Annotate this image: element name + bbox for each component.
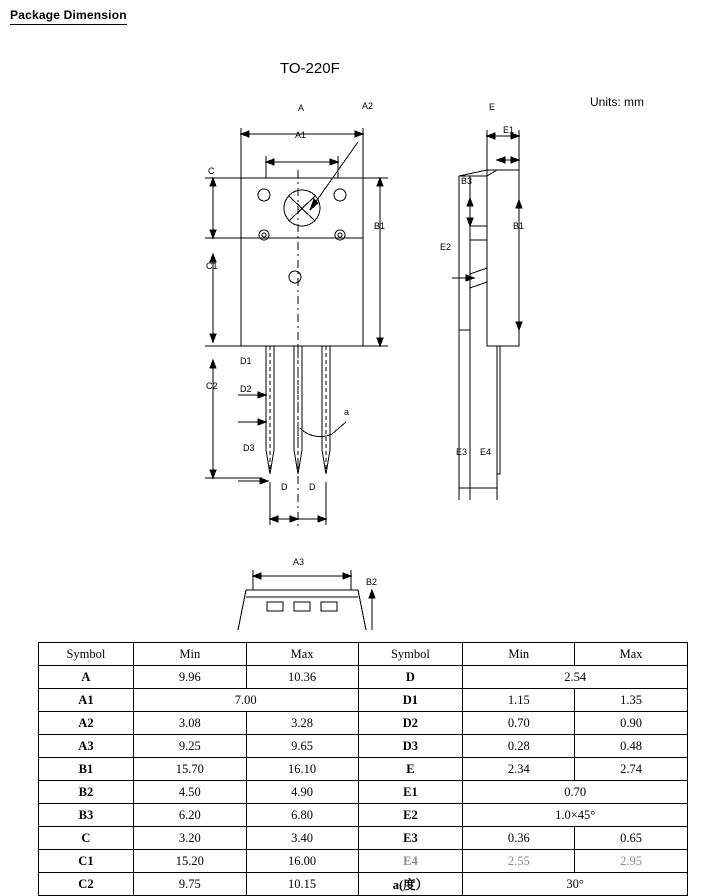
dim-label-A2: A2 <box>362 101 374 111</box>
dim-label-C2: C2 <box>206 381 218 391</box>
dim-label-D-right: D <box>309 482 316 492</box>
table-row <box>39 850 688 873</box>
cell-min-left: 9.25 <box>133 735 246 758</box>
dim-label-B1-front: B1 <box>374 221 386 231</box>
units-note: Units: mm <box>590 95 644 109</box>
cell-symbol-left: C1 <box>39 850 134 873</box>
cell-min-left: 3.20 <box>133 827 246 850</box>
dimension-table <box>38 642 688 896</box>
cell-max-left: 10.36 <box>246 666 358 689</box>
dim-label-A3: A3 <box>293 557 305 567</box>
dim-label-C: C <box>208 166 215 176</box>
cell-symbol-right: a(度） <box>358 873 463 896</box>
cell-symbol-right: E2 <box>358 804 463 827</box>
dim-label-D2: D2 <box>240 384 252 394</box>
cell-symbol-right: E4 <box>358 850 463 873</box>
table-row <box>39 689 688 712</box>
cell-max-left: 6.80 <box>246 804 358 827</box>
cell-min-right: 0.28 <box>463 735 575 758</box>
cell-symbol-left: B3 <box>39 804 134 827</box>
table-row <box>39 827 688 850</box>
table-header-row <box>39 643 688 666</box>
dim-label-E3: E3 <box>456 447 468 457</box>
cell-max-right: 0.48 <box>575 735 688 758</box>
dim-label-alpha: a <box>344 407 350 417</box>
cell-max-right: 0.65 <box>575 827 688 850</box>
cell-min-right: 2.34 <box>463 758 575 781</box>
table-row <box>39 758 688 781</box>
cell-min-left: 4.50 <box>133 781 246 804</box>
cell-symbol-left: B1 <box>39 758 134 781</box>
dim-label-D3: D3 <box>243 443 255 453</box>
dim-label-C1: C1 <box>206 261 218 271</box>
cell-value-right-span: 2.54 <box>463 666 688 689</box>
table-row <box>39 804 688 827</box>
cell-max-left: 4.90 <box>246 781 358 804</box>
table-row <box>39 781 688 804</box>
cell-symbol-left: B2 <box>39 781 134 804</box>
cell-max-left: 3.40 <box>246 827 358 850</box>
cell-min-left: 6.20 <box>133 804 246 827</box>
cell-max-left: 9.65 <box>246 735 358 758</box>
cell-max-right: 2.74 <box>575 758 688 781</box>
table-row <box>39 666 688 689</box>
col-header-max-2: Max <box>575 643 688 666</box>
col-header-min-1: Min <box>133 643 246 666</box>
dim-label-E1: E1 <box>503 125 515 135</box>
cell-symbol-left: A2 <box>39 712 134 735</box>
cell-value-left-span: 7.00 <box>133 689 358 712</box>
cell-symbol-left: A3 <box>39 735 134 758</box>
cell-symbol-right: E1 <box>358 781 463 804</box>
cell-value-right-span: 30° <box>463 873 688 896</box>
cell-min-left: 15.20 <box>133 850 246 873</box>
cell-symbol-left: C2 <box>39 873 134 896</box>
package-name-label: TO-220F <box>280 60 340 77</box>
dim-label-A1: A1 <box>295 130 307 140</box>
col-header-max-1: Max <box>246 643 358 666</box>
cell-max-right: 2.95 <box>575 850 688 873</box>
cell-max-left: 16.10 <box>246 758 358 781</box>
cell-symbol-right: D1 <box>358 689 463 712</box>
cell-min-left: 9.75 <box>133 873 246 896</box>
page-title: Package Dimension <box>10 8 127 25</box>
cell-max-left: 16.00 <box>246 850 358 873</box>
cell-symbol-left: A <box>39 666 134 689</box>
cell-symbol-right: E3 <box>358 827 463 850</box>
dim-label-B1-side: B1 <box>513 221 525 231</box>
cell-max-right: 0.90 <box>575 712 688 735</box>
cell-symbol-left: C <box>39 827 134 850</box>
dim-label-A: A <box>298 103 305 113</box>
cell-symbol-right: D3 <box>358 735 463 758</box>
cell-min-right: 1.15 <box>463 689 575 712</box>
dim-label-D1: D1 <box>240 356 252 366</box>
dim-label-E2: E2 <box>440 242 452 252</box>
cell-max-left: 10.15 <box>246 873 358 896</box>
cell-min-right: 0.36 <box>463 827 575 850</box>
cell-max-right: 1.35 <box>575 689 688 712</box>
cell-min-right: 2.55 <box>463 850 575 873</box>
cell-symbol-right: D <box>358 666 463 689</box>
col-header-symbol-2: Symbol <box>358 643 463 666</box>
cell-value-right-span: 0.70 <box>463 781 688 804</box>
cell-min-left: 9.96 <box>133 666 246 689</box>
package-drawing <box>0 30 725 630</box>
dim-label-E: E <box>489 102 496 112</box>
col-header-symbol-1: Symbol <box>39 643 134 666</box>
cell-min-right: 0.70 <box>463 712 575 735</box>
cell-symbol-right: D2 <box>358 712 463 735</box>
to220f-mechanical-drawing <box>0 30 725 630</box>
dim-label-E4: E4 <box>480 447 492 457</box>
cell-value-right-span: 1.0×45° <box>463 804 688 827</box>
cell-max-left: 3.28 <box>246 712 358 735</box>
col-header-min-2: Min <box>463 643 575 666</box>
cell-symbol-right: E <box>358 758 463 781</box>
table-row <box>39 873 688 896</box>
cell-min-left: 3.08 <box>133 712 246 735</box>
cell-min-left: 15.70 <box>133 758 246 781</box>
dim-label-B2: B2 <box>366 577 378 587</box>
table-row <box>39 712 688 735</box>
dim-label-B3-side: B3 <box>461 176 473 186</box>
table-row <box>39 735 688 758</box>
dim-label-D-left: D <box>281 482 288 492</box>
cell-symbol-left: A1 <box>39 689 134 712</box>
